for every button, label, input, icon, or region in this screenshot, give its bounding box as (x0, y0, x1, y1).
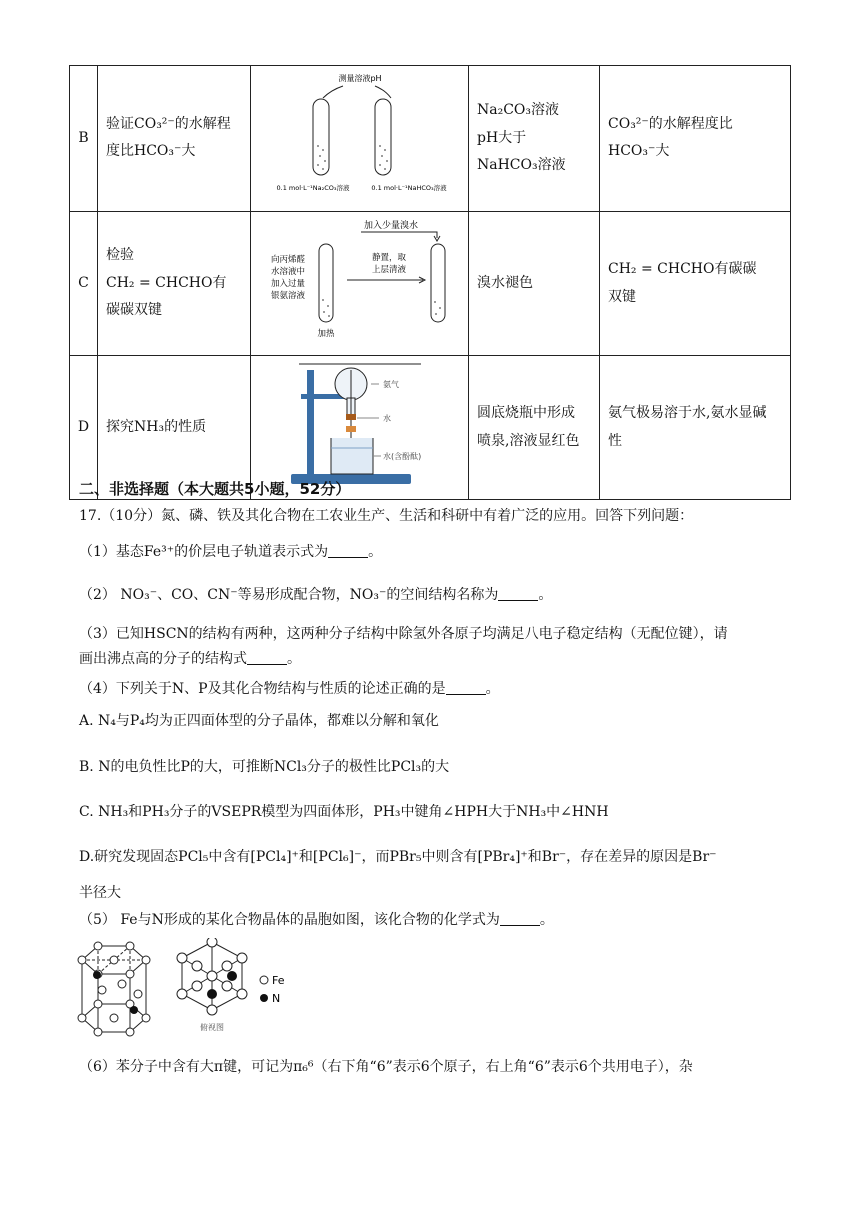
option-c: C. NH₃和PH₃分子的VSEPR模型为四面体形，PH₃中键角∠HPH大于NH₃中∠HNH (79, 804, 609, 820)
purpose-line: 检验 (106, 247, 134, 263)
purpose-cell (98, 211, 251, 356)
test-tube-right (375, 99, 391, 175)
fig-c-middle-line: 上层清液 (371, 264, 407, 275)
conclusion-cell (600, 211, 791, 356)
section-title: 二、非选择题（本大题共5小题，52分） (79, 480, 351, 498)
phenomenon-line: 溴水褪色 (477, 274, 533, 291)
figure-cell-b (251, 66, 469, 212)
fig-b-top-label: 测量溶液pH (338, 74, 382, 83)
purpose-cell (98, 66, 251, 212)
part5-end: 。 (539, 912, 554, 928)
phenomenon-line: 喷泉,溶液显红色 (477, 432, 580, 449)
conclusion-cell (600, 66, 791, 212)
table-row-d (70, 356, 791, 500)
q17-part2 (79, 586, 791, 606)
phenomenon-line: pH大于 (477, 129, 527, 146)
q17-part3-line2 (79, 650, 791, 670)
row-key: D (70, 356, 98, 500)
row-key: B (70, 66, 98, 212)
purpose-line: 度比HCO₃⁻大 (106, 143, 196, 160)
fig-c-left-line: 水溶液中 (271, 266, 306, 277)
phenomenon-cell (469, 211, 600, 356)
fig-d-water-label: 水 (383, 414, 391, 424)
fig-b-right-label: 0.1 mol·L⁻¹NaHCO₃溶液 (371, 184, 447, 192)
aldehyde-test-figure (251, 212, 469, 348)
part3-text: 画出沸点高的分子的结构式 (79, 651, 247, 667)
part3-end: 。 (287, 651, 301, 667)
part4-text: （4）下列关于N、P及其化合物结构与性质的论述正确的是 (79, 681, 446, 697)
legend-fe: Fe (272, 974, 285, 987)
fig-c-left-line: 加入过量 (271, 278, 306, 289)
table-row-c (70, 211, 791, 356)
conclusion-line: CO₃²⁻的水解程度比 (608, 115, 733, 132)
purpose-line: CH₂ = CHCHO有 (106, 274, 227, 291)
conclusion-line: HCO₃⁻大 (608, 143, 670, 160)
part5-text: （5） Fe与N形成的某化合物晶体的晶胞如图，该化合物的化学式为 (79, 912, 500, 928)
fig-c-left-line: 向丙烯醛 (271, 254, 306, 265)
answer-blank[interactable] (247, 650, 287, 665)
q17-stem: 17.（10分）氮、磷、铁及其化合物在工农业生产、生活和科研中有着广泛的应用。回答下列问题： (79, 508, 694, 524)
part2-text: （2） NO₃⁻、CO、CN⁻等易形成配合物，NO₃⁻的空间结构名称为 (79, 587, 499, 603)
experiment-table (69, 65, 791, 500)
crystal-cell-figure (72, 938, 312, 1038)
phenomenon-line: 圆底烧瓶中形成 (477, 405, 575, 422)
fig-c-left-line: 银氨溶液 (271, 290, 306, 301)
fig-c-top-label: 加入少量溴水 (363, 220, 419, 231)
answer-blank[interactable] (500, 911, 540, 926)
q17-part4 (79, 680, 791, 700)
option-b: B. N的电负性比P的大，可推断NCl₃分子的极性比PCl₃的大 (79, 759, 450, 775)
part2-end: 。 (538, 587, 553, 603)
test-tube-left (313, 99, 329, 175)
q17-part5 (79, 911, 791, 931)
conclusion-line: 氨气极易溶于水,氨水显碱 (608, 405, 767, 422)
conclusion-cell (600, 356, 791, 500)
conclusion-line: CH₂ = CHCHO有碳碳 (608, 260, 757, 277)
phenomenon-line: Na₂CO₃溶液 (477, 101, 560, 118)
test-tube-left (319, 244, 333, 322)
top-view-label: 俯视图 (200, 1023, 224, 1032)
conclusion-line: 性 (608, 432, 622, 449)
phenomenon-cell (469, 66, 600, 212)
purpose-cell (98, 356, 251, 500)
answer-blank[interactable] (328, 543, 368, 558)
part1-end: 。 (368, 544, 383, 560)
table-row-b (70, 66, 791, 212)
fig-d-gas-label: 氨气 (383, 380, 399, 390)
purpose-line: 探究NH₃的性质 (106, 418, 207, 435)
fig-b-left-label: 0.1 mol·L⁻¹Na₂CO₃溶液 (276, 184, 350, 192)
beaker (331, 438, 373, 474)
answer-blank[interactable] (446, 680, 486, 695)
fig-c-middle-line: 静置，取 (371, 252, 407, 263)
answer-blank[interactable] (498, 586, 538, 601)
figure-cell-d (251, 356, 469, 500)
conclusion-line: 双键 (608, 288, 636, 305)
option-d-line2: 半径大 (79, 885, 121, 901)
q17-part6: （6）苯分子中含有大π键，可记为π₆⁶（右下角“6”表示6个原子，右上角“6”表示6个共用电子），杂 (79, 1059, 693, 1075)
option-a: A. N₄与P₄均为正四面体型的分子晶体，都难以分解和氧化 (79, 713, 439, 729)
phenomenon-line: NaHCO₃溶液 (477, 157, 566, 174)
fig-d-beaker-label: 水(含酚酞) (383, 452, 422, 462)
option-d-line1: D.研究发现固态PCl₅中含有[PCl₄]⁺和[PCl₆]⁻，而PBr₅中则含有[PBr₄]⁺和Br⁻，存在差异的原因是Br⁻ (79, 849, 717, 865)
row-key: C (70, 211, 98, 356)
part1-text: （1）基态Fe³⁺的价层电子轨道表示式为 (79, 544, 329, 560)
purpose-line: 碳碳双键 (106, 302, 162, 319)
fig-c-bottom-label: 加热 (317, 328, 335, 339)
phenomenon-cell (469, 356, 600, 500)
part4-end: 。 (485, 681, 500, 697)
ph-test-tubes-figure (251, 66, 469, 203)
test-tube-right (431, 244, 445, 322)
q17-part1 (79, 543, 791, 563)
purpose-line: 验证CO₃²⁻的水解程 (106, 115, 231, 132)
figure-cell-c (251, 211, 469, 356)
legend-n: N (272, 992, 281, 1005)
stand-rod (307, 370, 314, 476)
q17-part3-line1: （3）已知HSCN的结构有两种，这两种分子结构中除氢外各原子均满足八电子稳定结构（无配位键），请 (79, 626, 728, 642)
ammonia-fountain-figure (251, 356, 469, 491)
